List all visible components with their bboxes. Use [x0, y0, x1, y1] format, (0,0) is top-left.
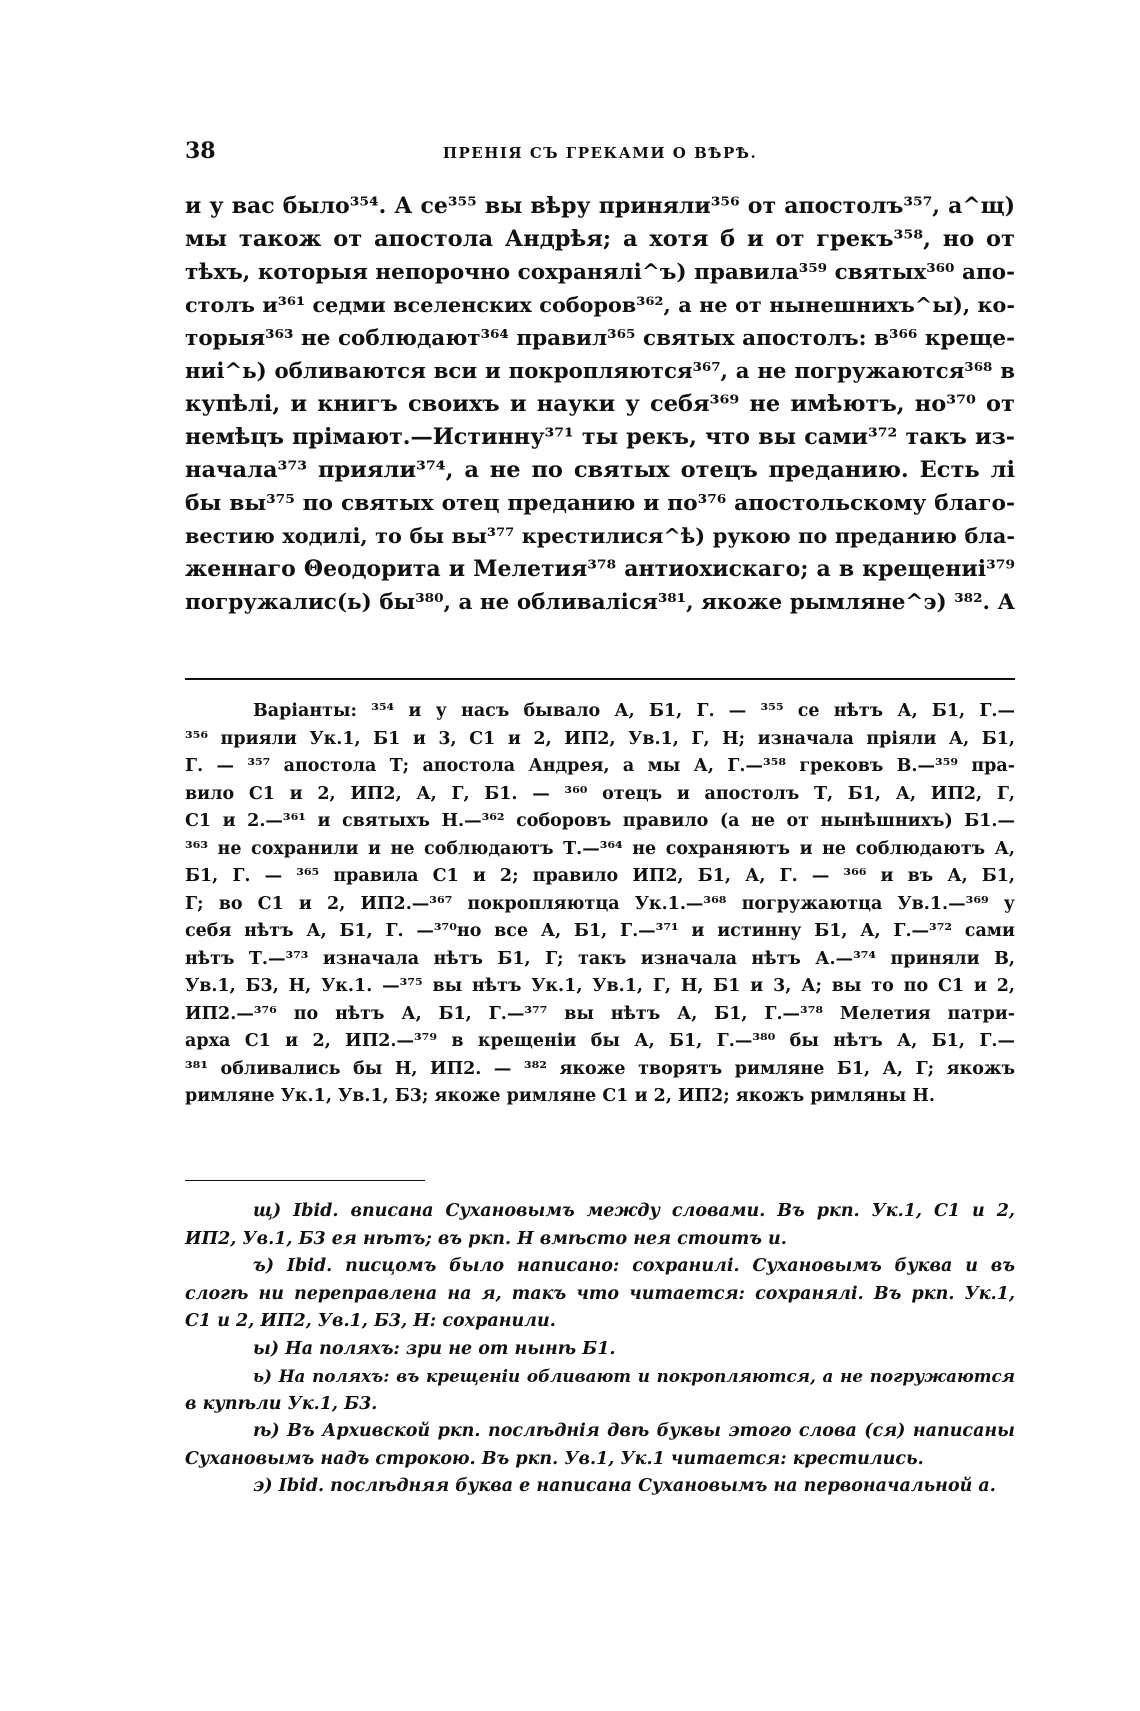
variants-line: Б1, Г. — ³⁶⁵ правила С1 и 2; правило ИП2, Б1, А, Г. — ³⁶⁶ и въ А, Б1, [185, 866, 1015, 886]
variants-line: себя нѣтъ А, Б1, Г. —³⁷⁰но все А, Б1, Г.—³⁷¹ и истинну Б1, А, Г.—³⁷² сами [185, 921, 1015, 941]
main-text-line: вестию ходилі, то бы вы³⁷⁷ крестилися^ѣ) рукою по преданию бла- [185, 524, 1015, 548]
footnote-line: С1 и 2, ИП2, Ув.1, Б3, Н: сохранили. [185, 1311, 556, 1331]
divider-top [185, 678, 1015, 680]
footnote-line: ъ) Ibid. писцомъ было написано: сохранилі. Сухановымъ буква и въ [253, 1256, 1015, 1276]
variants-line: ИП2.—³⁷⁶ по нѣтъ А, Б1, Г.—³⁷⁷ вы нѣтъ А, Б1, Г.—³⁷⁸ Мелетия патри- [185, 1003, 1015, 1024]
footnote-line: ѣ) Въ Архивской ркп. послѣднія двѣ буквы этого слова (ся) написаны [253, 1421, 1015, 1441]
variants-line: С1 и 2.—³⁶¹ и святыхъ Н.—³⁶² соборовъ правило (а не от нынѣшнихъ) Б1.— [185, 811, 1015, 831]
variants-apparatus [185, 698, 1015, 1138]
footnote-line: ы) На поляхъ: зри не от нынѣ Б1. [253, 1338, 616, 1359]
main-text-line: женнаго Θеодорита и Мелетия³⁷⁸ антиохискаго; а в крещениі³⁷⁹ [185, 556, 1015, 582]
variants-line: нѣтъ Т.—³⁷³ изначала нѣтъ Б1, Г; такъ изначала нѣтъ А.—³⁷⁴ приняли В, [185, 948, 1015, 969]
main-text-line: начала³⁷³ прияли³⁷⁴, а не по святых отецъ преданию. Есть лі [185, 457, 1015, 483]
variants-line: ³⁵⁶ прияли Ук.1, Б1 и 3, С1 и 2, ИП2, Ув.1, Г, Н; изначала пріяли А, Б1, [185, 728, 1015, 749]
variants-line: ³⁶³ не сохранили и не соблюдаютъ Т.—³⁶⁴ не сохраняютъ и не соблюдаютъ А, [185, 838, 1015, 859]
main-text-line: торыя³⁶³ не соблюдают³⁶⁴ правил³⁶⁵ святых апостолъ: в³⁶⁶ креще- [185, 326, 1015, 351]
footnote-line: слогѣ ни переправлена на я, такъ что читается: сохранялі. Въ ркп. Ук.1, [185, 1283, 1015, 1304]
variants-line: ³⁸¹ обливались бы Н, ИП2. — ³⁸² якоже творятъ римляне Б1, А, Г; якожъ [185, 1058, 1015, 1079]
variants-line: арха С1 и 2, ИП2.—³⁷⁹ в крещеніи бы А, Б1, Г.—³⁸⁰ бы нѣтъ А, Б1, Г.— [185, 1031, 1015, 1051]
page-header [185, 138, 1015, 168]
variants-line: Варіанты: ³⁵⁴ и у насъ бывало А, Б1, Г. — ³⁵⁵ се нѣтъ А, Б1, Г.— [253, 701, 1015, 721]
variants-line: Г; во С1 и 2, ИП2.—³⁶⁷ покропляютца Ук.1.—³⁶⁸ погружаютца Ув.1.—³⁶⁹ у [185, 893, 1015, 914]
main-text-line: ниі^ь) обливаются вси и покропляются³⁶⁷, а не погружаются³⁶⁸ в [185, 359, 1015, 384]
page-number: 38 [185, 138, 216, 164]
variants-line: Ув.1, Б3, Н, Ук.1. —³⁷⁵ вы нѣтъ Ук.1, Ув.1, Г, Н, Б1 и 3, А; вы то по С1 и 2, [185, 976, 1015, 996]
footnote-line: э) Ibid. послѣдняя буква е написана Сухановымъ на первоначальной а. [253, 1476, 996, 1496]
variants-line [185, 1111, 1015, 1139]
variants-line: вило С1 и 2, ИП2, А, Г, Б1. — ³⁶⁰ отецъ и апостолъ Т, Б1, А, ИП2, Г, [185, 783, 1015, 804]
footnote-line: в купѣли Ук.1, Б3. [185, 1393, 378, 1414]
main-text-line: купѣлі, и книгъ своихъ и науки у себя³⁶⁹ не имѣютъ, но³⁷⁰ от [185, 391, 1015, 417]
running-head: ПРЕНІЯ СЪ ГРЕКАМИ О ВѢРѢ. [442, 144, 758, 162]
main-text-line: и у вас было³⁵⁴. А се³⁵⁵ вы вѣру приняли³⁵⁶ от апостолъ³⁵⁷, а^щ) [185, 193, 1015, 219]
footnote-line: ИП2, Ув.1, Б3 ея нѣтъ; въ ркп. Н вмѣсто нея стоитъ и. [185, 1228, 787, 1249]
footnotes [185, 1198, 1015, 1501]
variants-line: Г. — ³⁵⁷ апостола Т; апостола Андрея, а мы А, Г.—³⁵⁸ грековъ В.—³⁵⁹ пра- [185, 756, 1015, 776]
main-text-line: погружалис(ь) бы³⁸⁰, а не обливаліся³⁸¹, якоже рымляне^э) ³⁸². А [185, 590, 1015, 615]
variants-line: римляне Ук.1, Ув.1, Б3; якоже римляне С1 и 2, ИП2; якожъ римляны Н. [185, 1086, 935, 1106]
main-text-line: мы також от апостола Андрѣя; а хотя б и от грекъ³⁵⁸, но от [185, 226, 1015, 252]
main-text [185, 190, 1015, 619]
divider-footnotes [185, 1180, 425, 1181]
footnote-line: щ) Ibid. вписана Сухановымъ между словами. Въ ркп. Ук.1, С1 и 2, [253, 1201, 1015, 1221]
main-text-line: тѣхъ, которыя непорочно сохранялі^ъ) правила³⁵⁹ святых³⁶⁰ апо- [185, 260, 1015, 285]
main-text-line: столъ и³⁶¹ седми вселенских соборов³⁶², а не от нынешнихъ^ы), ко- [185, 293, 1015, 317]
main-text-line: бы вы³⁷⁵ по святых отец преданию и по³⁷⁶ апостольскому благо- [185, 491, 1015, 516]
main-text-line: немѣцъ прімают.—Истинну³⁷¹ ты рекъ, что вы сами³⁷² такъ из- [185, 424, 1015, 450]
footnote-line: ь) На поляхъ: въ крещеніи обливают и покропляются, а не погружаются [253, 1366, 1015, 1386]
footnote-line: Сухановымъ надъ строкою. Въ ркп. Ув.1, Ук.1 читается: крестились. [185, 1448, 924, 1469]
